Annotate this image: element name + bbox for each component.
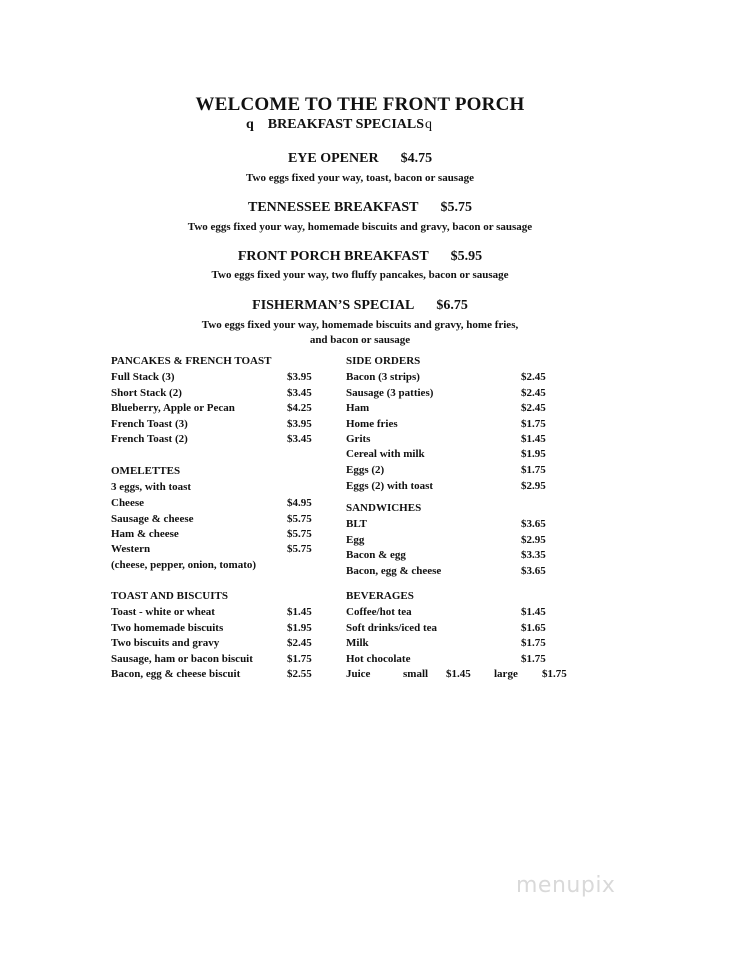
item-price: $1.75 [521, 653, 546, 665]
section-heading-omelettes: OMELETTES [111, 465, 181, 477]
special-price: $4.75 [400, 151, 433, 166]
omelettes-note: 3 eggs, with toast [111, 481, 192, 493]
menu-item [111, 371, 312, 383]
menu-item [346, 534, 546, 546]
item-name: Bacon (3 strips) [346, 371, 420, 383]
item-name: Hot chocolate [346, 653, 411, 665]
item-name: BLT [346, 518, 368, 530]
item-name: Sausage, ham or bacon biscuit [111, 653, 253, 665]
menu-item [346, 518, 546, 530]
juice-small-price: $1.45 [446, 668, 471, 680]
item-price: $3.65 [521, 565, 546, 577]
item-name: Ham & cheese [111, 528, 179, 540]
item-price: $5.75 [287, 528, 312, 540]
item-price: $5.75 [287, 543, 312, 555]
item-price: $2.45 [287, 637, 312, 649]
item-price: $2.55 [287, 668, 312, 680]
special-name: TENNESSEE BREAKFAST [247, 200, 419, 215]
item-price: $3.45 [287, 387, 312, 399]
item-price: $1.75 [287, 653, 312, 665]
special-desc: Two eggs fixed your way, homemade biscuits and gravy, bacon or sausage [187, 221, 533, 233]
menu-item [346, 622, 546, 634]
item-price: $4.25 [287, 402, 312, 414]
menu-item [111, 528, 312, 540]
item-price: $3.35 [521, 549, 546, 561]
menu-item [111, 606, 312, 618]
item-price: $2.45 [521, 371, 546, 383]
item-price: $1.75 [521, 637, 546, 649]
menu-item [111, 402, 312, 414]
menu-item [346, 371, 546, 383]
item-name: Two homemade biscuits [111, 622, 224, 634]
menu-item [111, 668, 312, 680]
item-price: $3.65 [521, 518, 546, 530]
menu-item [346, 402, 546, 414]
item-name: Ham [346, 402, 370, 414]
menu-item [111, 637, 312, 649]
menu-item [346, 549, 546, 561]
item-price: $1.75 [521, 418, 546, 430]
item-price: $3.95 [287, 371, 312, 383]
menu-item [111, 433, 312, 445]
special-price: $6.75 [436, 298, 468, 313]
menu-item [346, 448, 546, 460]
item-price: $1.65 [521, 622, 546, 634]
menu-item [346, 480, 546, 492]
special-name: FISHERMAN’S SPECIAL [252, 298, 415, 313]
menu-item [346, 606, 546, 618]
menu-item [346, 433, 546, 445]
item-name: Eggs (2) with toast [346, 480, 434, 492]
item-name: French Toast (2) [111, 433, 188, 445]
menu-item [111, 418, 312, 430]
special-desc: Two eggs fixed your way, homemade biscuits and gravy, home fries, [201, 319, 519, 331]
item-price: $2.45 [521, 402, 546, 414]
item-price: $4.95 [287, 497, 312, 509]
menupix-watermark: menupix [516, 873, 616, 898]
special-eye-opener [0, 151, 720, 167]
item-price: $1.45 [287, 606, 312, 618]
item-price: $1.95 [521, 448, 546, 460]
item-name: Egg [346, 534, 365, 546]
item-name: Soft drinks/iced tea [346, 622, 438, 634]
special-fisherman [0, 298, 720, 314]
section-heading-toast: TOAST AND BISCUITS [111, 590, 228, 602]
special-tennessee [0, 200, 720, 216]
page-title: WELCOME TO THE FRONT PORCH [195, 94, 525, 115]
section-heading-sides: SIDE ORDERS [346, 355, 421, 367]
subtitle-bullet: q [246, 117, 254, 132]
menu-item [346, 387, 546, 399]
omelettes-footnote: (cheese, pepper, onion, tomato) [111, 559, 257, 571]
item-name: Short Stack (2) [111, 387, 182, 399]
item-price: $5.75 [287, 513, 312, 525]
special-front-porch [0, 249, 720, 265]
juice-large-label: large [494, 668, 518, 680]
item-name: Sausage (3 patties) [346, 387, 434, 399]
menu-item-juice [346, 668, 567, 680]
section-heading-pancakes: PANCAKES & FRENCH TOAST [111, 355, 272, 367]
item-name: Sausage & cheese [111, 513, 194, 525]
item-price: $3.95 [287, 418, 312, 430]
item-price: $1.75 [521, 464, 546, 476]
menu-item [111, 653, 312, 665]
menu-item [111, 622, 312, 634]
item-name: Cheese [111, 497, 144, 509]
item-price: $1.45 [521, 606, 546, 618]
menu-item [111, 513, 312, 525]
special-price: $5.75 [440, 200, 472, 215]
item-name: Western [111, 543, 151, 555]
item-price: $3.45 [287, 433, 312, 445]
special-price: $5.95 [450, 249, 483, 264]
item-name: Two biscuits and gravy [111, 637, 220, 649]
item-name: Full Stack (3) [111, 371, 175, 383]
menu-item [346, 418, 546, 430]
juice-large-price: $1.75 [542, 668, 567, 680]
item-name: Bacon & egg [346, 549, 406, 561]
item-name: Toast - white or wheat [111, 606, 215, 618]
item-name: Coffee/hot tea [346, 606, 412, 618]
menu-item [346, 464, 546, 476]
special-name: EYE OPENER [287, 151, 379, 166]
item-name: Grits [346, 433, 371, 445]
special-desc-continued: and bacon or sausage [309, 334, 411, 346]
menu-item [111, 497, 312, 509]
menu-item [111, 543, 312, 555]
page-subtitle [246, 117, 432, 133]
menu-item [346, 565, 546, 577]
item-price: $1.45 [521, 433, 546, 445]
juice-small-label: small [403, 668, 429, 680]
item-price: $2.95 [521, 534, 546, 546]
menu-item [346, 653, 546, 665]
subtitle-mark: q [425, 117, 433, 132]
item-name: Home fries [346, 418, 398, 430]
menu-item [111, 387, 312, 399]
item-name: Bacon, egg & cheese biscuit [111, 668, 241, 680]
menu-item [346, 637, 546, 649]
special-desc: Two eggs fixed your way, two fluffy pancakes, bacon or sausage [211, 269, 509, 281]
item-price: $2.45 [521, 387, 546, 399]
item-name: French Toast (3) [111, 418, 188, 430]
item-price: $2.95 [521, 480, 546, 492]
item-name: Cereal with milk [346, 448, 425, 460]
special-desc: Two eggs fixed your way, toast, bacon or sausage [246, 172, 474, 184]
section-heading-beverages: BEVERAGES [346, 590, 414, 602]
section-heading-sandwiches: SANDWICHES [346, 502, 422, 514]
item-name: Blueberry, Apple or Pecan [111, 402, 235, 414]
item-name: Eggs (2) [346, 464, 385, 476]
special-name: FRONT PORCH BREAKFAST [237, 249, 429, 264]
item-name: Bacon, egg & cheese [346, 565, 442, 577]
item-price: $1.95 [287, 622, 312, 634]
item-name: Milk [346, 637, 369, 649]
subtitle-text: BREAKFAST SPECIALS [267, 117, 425, 132]
item-name: Juice [346, 668, 371, 680]
